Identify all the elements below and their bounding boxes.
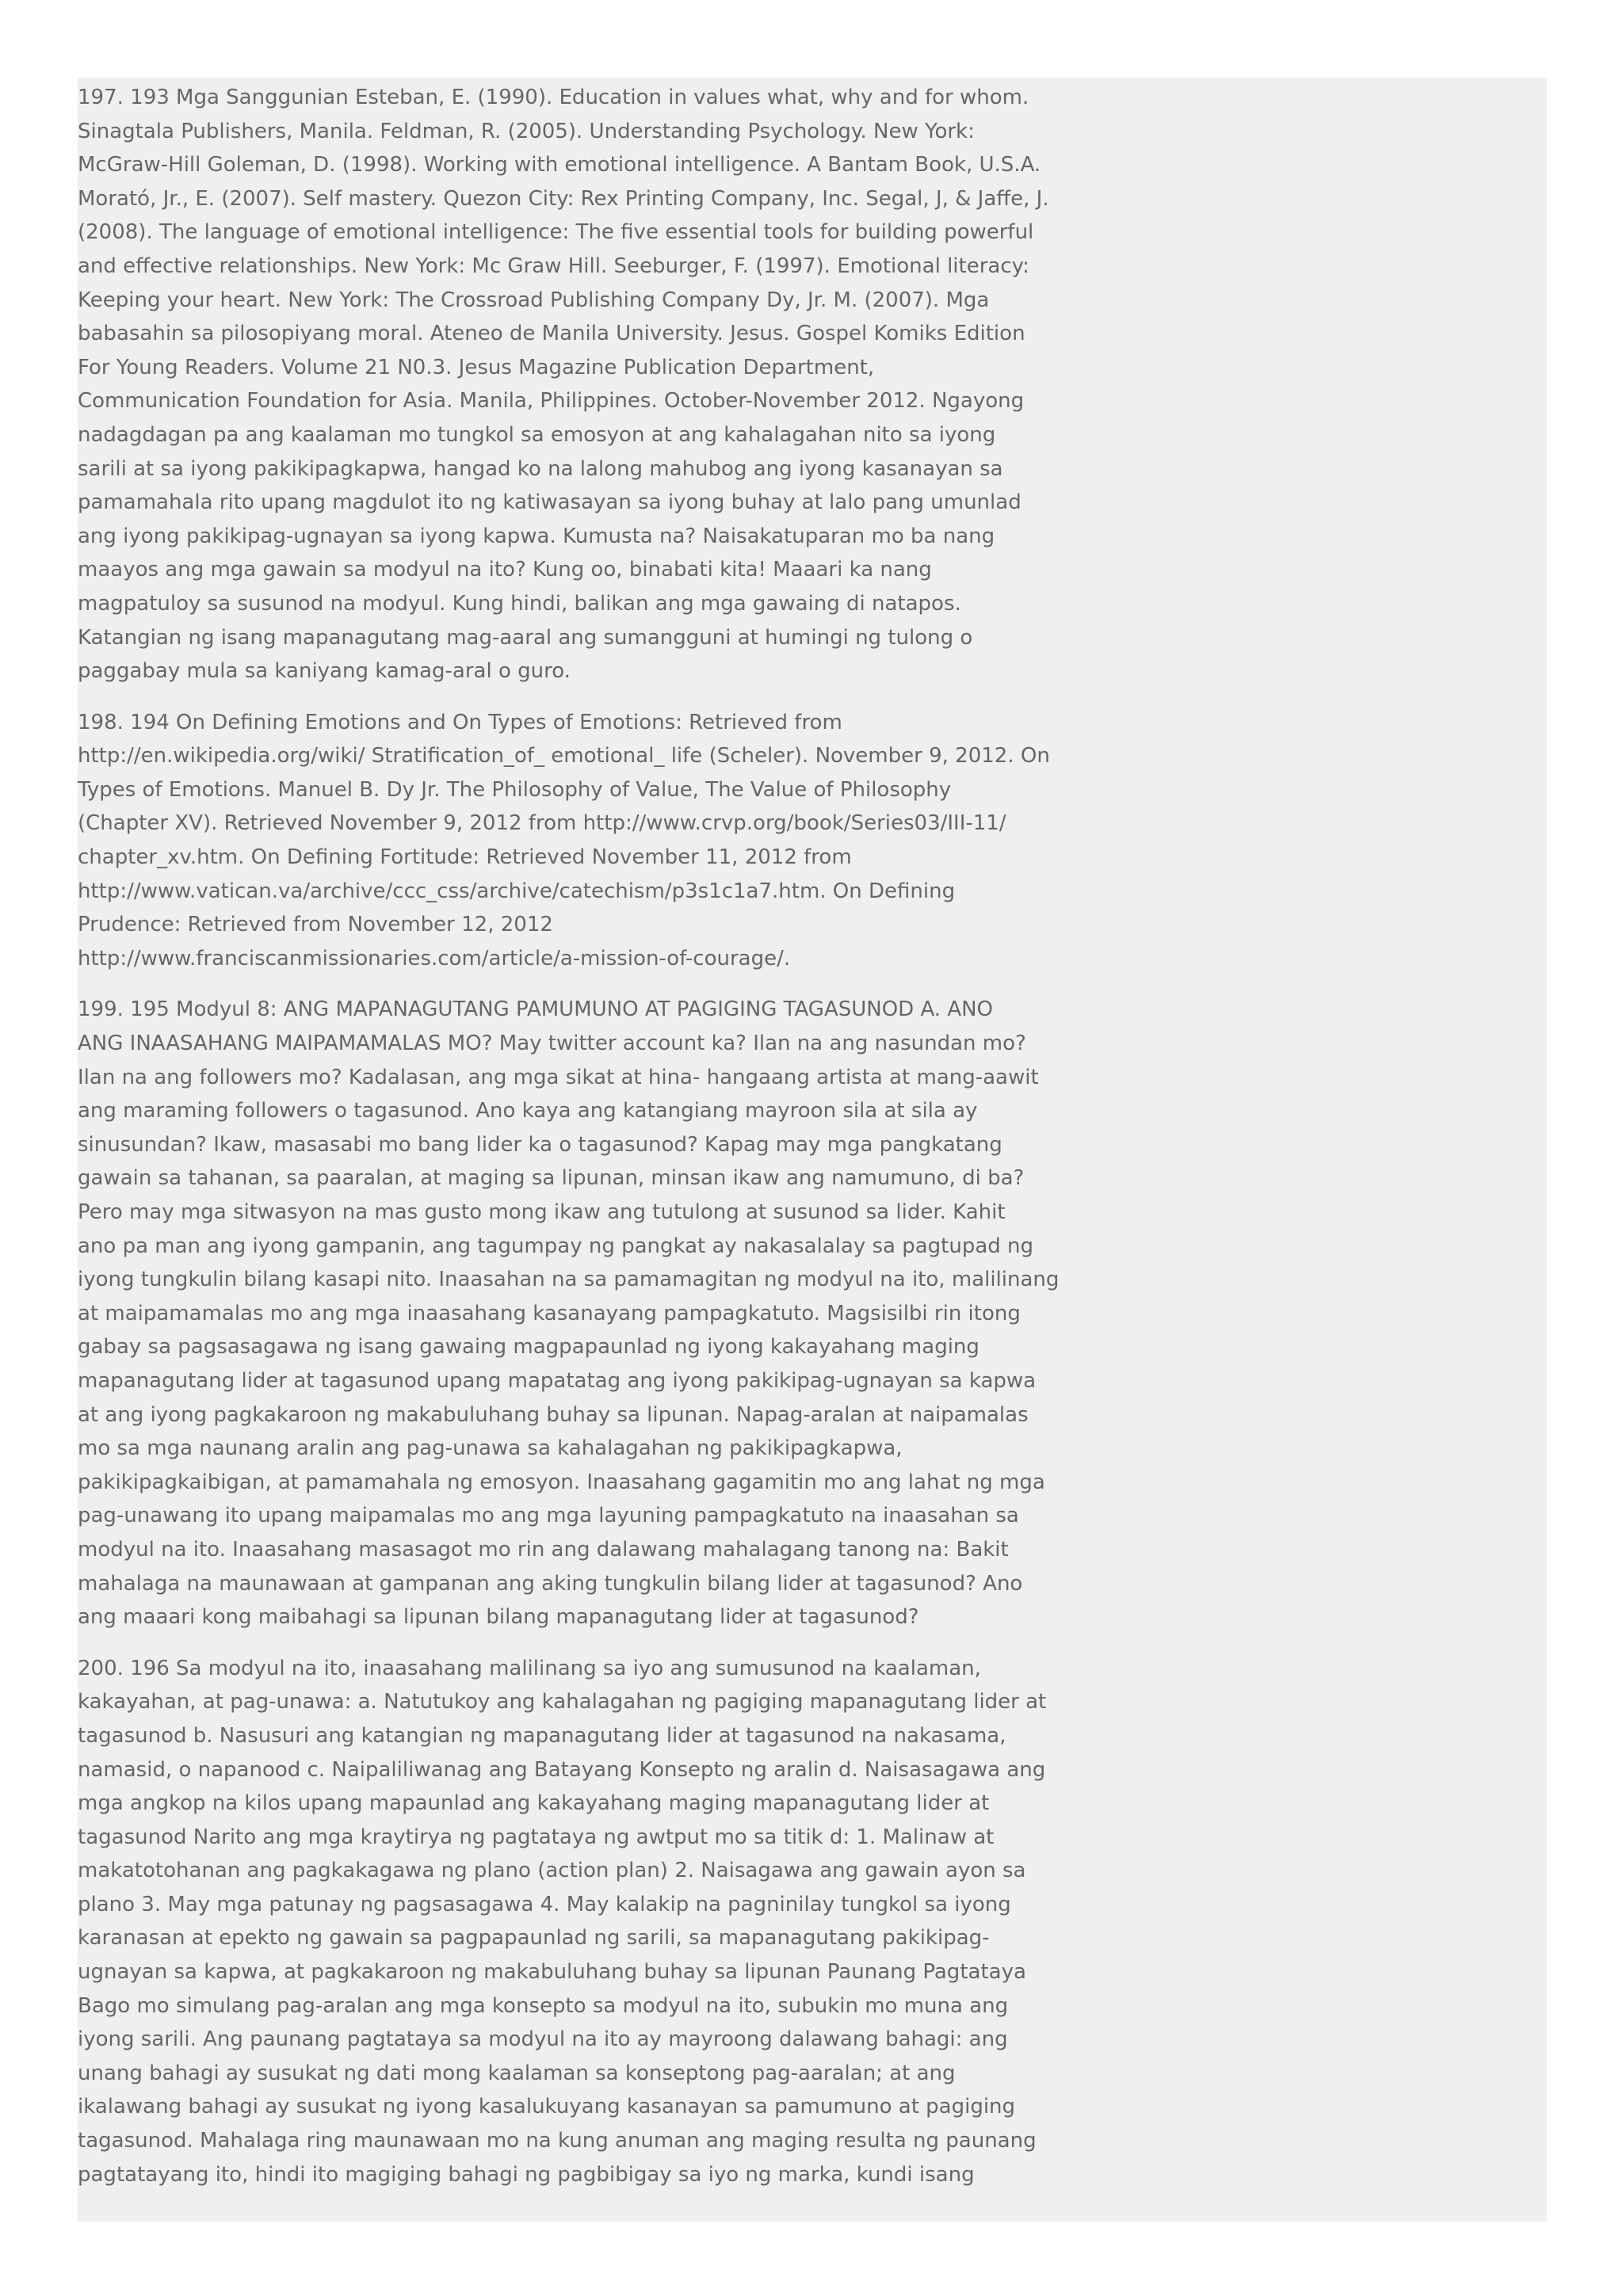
page-text [78,81,1060,2209]
document-page [78,78,1547,2222]
paragraph-200: 200. 196 Sa modyul na ito, inaasahang malilinang sa iyo ang sumusunod na kaalaman, kakayahan, at pag-unawa: a. Natutukoy ang kahalagahan ng pagiging mapanagutang lider at tagasunod b. Nasusuri ang katangian ng mapanagutang lider at tagasunod na nakasama, namasid, o napanood c. Naipaliliwanag ang Batayang Konsepto ng aralin d. Naisasagawa ang mga angkop na kilos upang mapaunlad ang kakayahang maging mapanagutang lider at tagasunod Narito ang mga kraytirya ng pagtataya ng awtput mo sa titik d: 1. Malinaw at makatotohanan ang pagkakagawa ng plano (action plan) 2. Naisagawa ang gawain ayon sa plano 3. May mga patunay ng pagsasagawa 4. May kalakip na pagninilay tungkol sa iyong karanasan at epekto ng gawain sa pagpapaunlad ng sarili, sa mapanagutang pakikipag- ugnayan sa kapwa, at pagkakaroon ng makabuluhang buhay sa lipunan Paunang Pagtataya Bago mo simulang pag-aralan ang mga konsepto sa modyul na ito, subukin mo muna ang iyong sarili. Ang paunang pagtataya sa modyul na ito ay mayroong dalawang bahagi: ang unang bahagi ay susukat ng dati mong kaalaman sa konseptong pag-aaralan; at ang ikalawang bahagi ay susukat ng iyong kasalukuyang kasanayan sa pamumuno at pagiging tagasunod. Mahalaga ring maunawaan mo na kung anuman ang maging resulta ng paunang pagtatayang ito, hindi ito magiging bahagi ng pagbibigay sa iyo ng marka, kundi isang [78,1656,1047,2187]
paragraph-197: 197. 193 Mga Sanggunian Esteban, E. (1990). Education in values what, why and for whom. Sinagtala Publishers, Manila. Feldman, R. (2005). Understanding Psychology. New York: McGraw-Hill Goleman, D. (1998). Working with emotional intelligence. A Bantam Book, U.S.A. Morató, Jr., E. (2007). Self mastery. Quezon City: Rex Printing Company, Inc. Segal, J, & Jaffe, J. (2008). The language of emotional intelligence: The five essential tools for building powerful and effective relationships. New York: Mc Graw Hill. Seeburger, F. (1997). Emotional literacy: Keeping your heart. New York: The Crossroad Publishing Company Dy, Jr. M. (2007). Mga babasahin sa pilosopiyang moral. Ateneo de Manila University. Jesus. Gospel Komiks Edition For Young Readers. Volume 21 N0.3. Jesus Magazine Publication Department, Communication Foundation for Asia. Manila, Philippines. October-November 2012. Ngayong nadagdagan pa ang kaalaman mo tungkol sa emosyon at ang kahalagahan nito sa iyong sarili at sa iyong pakikipagkapwa, hangad ko na lalong mahubog ang iyong kasanayan sa pamamahala rito upang magdulot ito ng katiwasayan sa iyong buhay at lalo pang umunlad ang iyong pakikipag-ugnayan sa iyong kapwa. Kumusta na? Naisakatuparan mo ba nang maayos ang mga gawain sa modyul na ito? Kung oo, binabati kita! Maaari ka nang magpatuloy sa susunod na modyul. Kung hindi, balikan ang mga gawaing di natapos. Katangian ng isang mapanagutang mag-aaral ang sumangguni at humingi ng tulong o paggabay mula sa kaniyang kamag-aral o guro. [78,86,1049,684]
paragraph-199: 199. 195 Modyul 8: ANG MAPANAGUTANG PAMUMUNO AT PAGIGING TAGASUNOD A. ANO ANG INAASAHANG MAIPAMAMALAS MO? May twitter account ka? Ilan na ang nasundan mo? Ilan na ang followers mo? Kadalasan, ang mga sikat at hina- hangaang artista at mang-aawit ang maraming followers o tagasunod. Ano kaya ang katangiang mayroon sila at sila ay sinusundan? Ikaw, masasabi mo bang lider ka o tagasunod? Kapag may mga pangkatang gawain sa tahanan, sa paaralan, at maging sa lipunan, minsan ikaw ang namumuno, di ba? Pero may mga sitwasyon na mas gusto mong ikaw ang tutulong at susunod sa lider. Kahit ano pa man ang iyong gampanin, ang tagumpay ng pangkat ay nakasalalay sa pagtupad ng iyong tungkulin bilang kasapi nito. Inaasahan na sa pamamagitan ng modyul na ito, malilinang at maipamamalas mo ang mga inaasahang kasanayang pampagkatuto. Magsisilbi rin itong gabay sa pagsasagawa ng isang gawaing magpapaunlad ng iyong kakayahang maging mapanagutang lider at tagasunod upang mapatatag ang iyong pakikipag-ugnayan sa kapwa at ang iyong pagkakaroon ng makabuluhang buhay sa lipunan. Napag-aralan at naipamalas mo sa mga naunang aralin ang pag-unawa sa kahalagahan ng pakikipagkapwa, pakikipagkaibigan, at pamamahala ng emosyon. Inaasahang gagamitin mo ang lahat ng mga pag-unawang ito upang maipamalas mo ang mga layuning pampagkatuto na inaasahan sa modyul na ito. Inaasahang masasagot mo rin ang dalawang mahalagang tanong na: Bakit mahalaga na maunawaan at gampanan ang aking tungkulin bilang lider at tagasunod? Ano ang maaari kong maibahagi sa lipunan bilang mapanagutang lider at tagasunod? [78,997,1060,1630]
paragraph-198: 198. 194 On Defining Emotions and On Types of Emotions: Retrieved from http://en.wikipedia.org/wiki/ Stratification_of_ emotional_ life (Scheler). November 9, 2012. On Types of Emotions. Manuel B. Dy Jr. The Philosophy of Value, The Value of Philosophy (Chapter XV). Retrieved November 9, 2012 from http://www.crvp.org/book/Series03/III-11/ chapter_xv.htm. On Defining Fortitude: Retrieved November 11, 2012 from http://www.vatican.va/archive/ccc_css/archive/catechism/p3s1c1a7.htm. On Defining Prudence: Retrieved from November 12, 2012 http://www.franciscanmissionaries.com/article/a-mission-of-courage/. [78,710,1050,971]
